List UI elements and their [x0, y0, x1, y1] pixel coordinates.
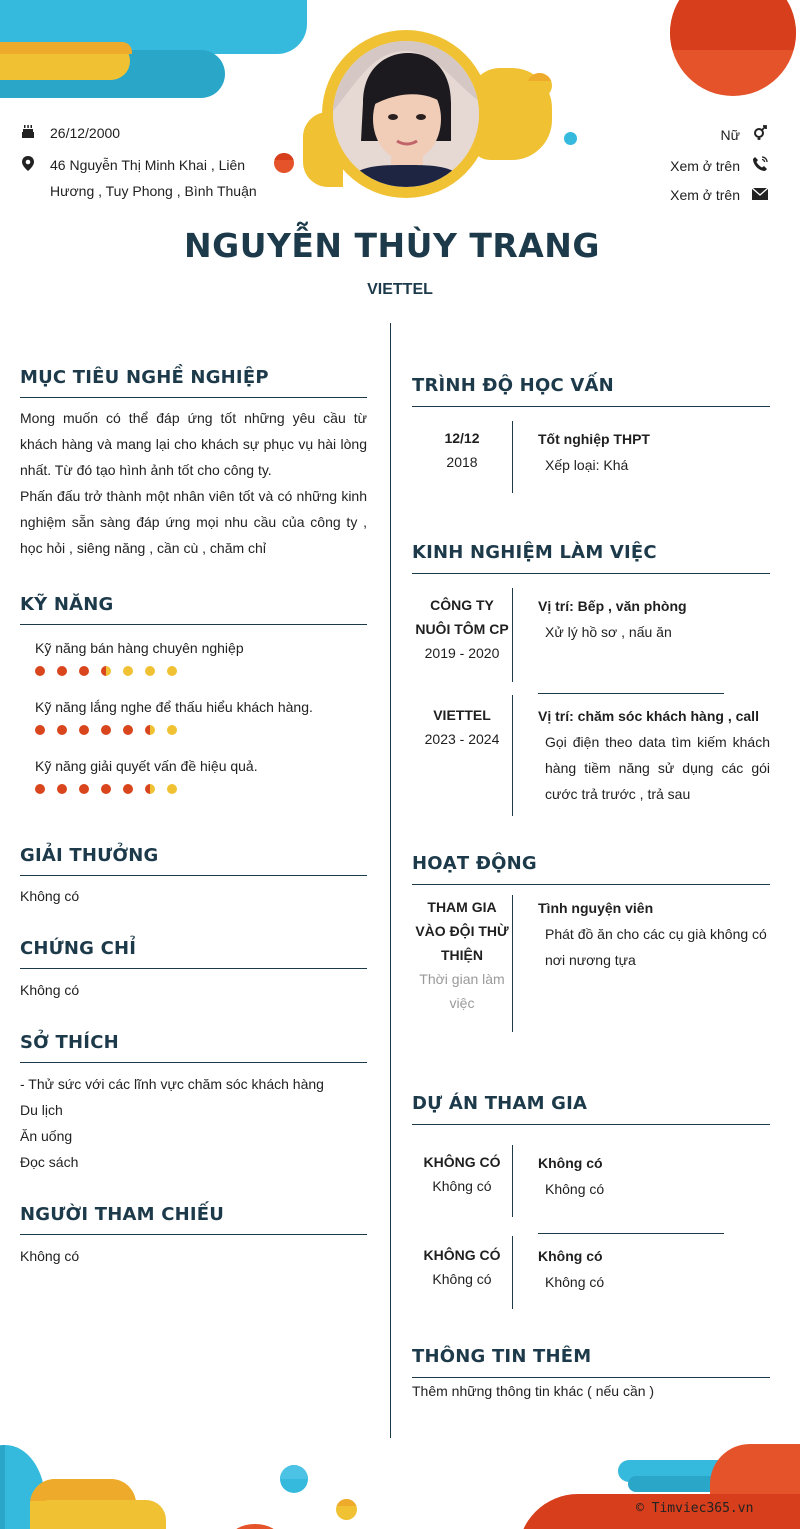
- skill-dot: [145, 784, 155, 794]
- activity-period: Thời gian làm: [419, 971, 505, 987]
- skill-dot: [35, 666, 45, 676]
- project-name: [412, 1243, 512, 1291]
- projects-title: DỰ ÁN THAM GIA: [412, 1093, 588, 1114]
- experience-org-line: NUÔI TÔM CP: [415, 621, 509, 637]
- gender-row: [721, 125, 768, 144]
- column-divider: [390, 323, 391, 1438]
- experience-period: 2019 - 2020: [424, 645, 500, 661]
- skill-dot: [145, 725, 155, 735]
- activity-org-line: THAM GIA: [427, 899, 497, 915]
- footer-blue-dot: [280, 1465, 308, 1493]
- skill-dot: [79, 784, 89, 794]
- experience-org: [412, 593, 512, 665]
- activity-timeline-line: [512, 895, 513, 1032]
- skill-dot: [167, 784, 177, 794]
- hobby-item: - Thử sức với các lĩnh vực chăm sóc khách hàng: [20, 1076, 324, 1092]
- phone-value[interactable]: Xem ở trên: [670, 157, 740, 174]
- candidate-name: NGUYỄN THÙY TRANG: [183, 226, 601, 265]
- project-name: [412, 1150, 512, 1198]
- objective-paragraph-2: Phấn đấu trở thành một nhân viên tốt và có những kinh nghiệm sẵn sàng đáp ứng mọi nhu cầu của công ty , học hỏi , siêng năng , cần cù , chăm chỉ: [20, 488, 367, 556]
- skill-label: Kỹ năng giải quyết vấn đề hiệu quả.: [35, 758, 258, 774]
- activity-period: việc: [449, 995, 475, 1011]
- hobby-item: Đọc sách: [20, 1154, 79, 1170]
- skill-dot: [123, 666, 133, 676]
- education-timeline-line: [512, 421, 513, 493]
- experience-underline: [412, 573, 770, 574]
- address-line-2: Hương , Tuy Phong , Bình Thuận: [50, 183, 257, 199]
- gender-icon: [752, 125, 768, 144]
- skill-dot: [57, 784, 67, 794]
- experience-org-line: VIETTEL: [433, 707, 491, 723]
- references-title: NGƯỜI THAM CHIẾU: [20, 1204, 225, 1225]
- blue-dot: [564, 132, 577, 145]
- education-detail: [538, 426, 770, 478]
- hobbies-underline: [20, 1062, 367, 1063]
- objective-title: MỤC TIÊU NGHỀ NGHIỆP: [20, 367, 269, 388]
- projects-underline: [412, 1124, 770, 1125]
- skill-rating: [35, 725, 177, 735]
- experience-period: 2023 - 2024: [424, 731, 500, 747]
- address-row: [20, 156, 257, 199]
- project-heading: Không có: [538, 1155, 603, 1171]
- project-period: Không có: [432, 1178, 492, 1194]
- awards-underline: [20, 875, 367, 876]
- experience-separator: [538, 693, 724, 694]
- objective-text: [20, 405, 367, 561]
- activity-detail: [538, 895, 770, 973]
- skill-dot: [101, 784, 111, 794]
- experience-org-line: CÔNG TY: [430, 597, 494, 613]
- project-heading: Không có: [538, 1248, 603, 1264]
- project-detail: [538, 1150, 770, 1202]
- education-date: [412, 426, 512, 474]
- certificates-title: CHỨNG CHỈ: [20, 938, 137, 959]
- project-separator: [538, 1233, 724, 1234]
- education-heading: Tốt nghiệp THPT: [538, 431, 650, 447]
- header-orange-stripe: [0, 42, 132, 54]
- birthday-value: 26/12/2000: [50, 125, 121, 141]
- skill-label: Kỹ năng lắng nghe để thấu hiểu khách hàng.: [35, 699, 313, 715]
- email-row: [670, 187, 768, 203]
- experience-detail-text: Xử lý hồ sơ , nấu ăn: [545, 624, 672, 640]
- project-detail: [538, 1243, 770, 1295]
- experience-heading: Vị trí: chăm sóc khách hàng , call: [538, 708, 759, 724]
- project-period: Không có: [432, 1271, 492, 1287]
- footer-yellow-dot: [336, 1499, 357, 1520]
- experience-org: [412, 703, 512, 751]
- skill-dot: [57, 725, 67, 735]
- cake-icon: [20, 125, 36, 142]
- activities-underline: [412, 884, 770, 885]
- skill-dot: [57, 666, 67, 676]
- education-underline: [412, 406, 770, 407]
- awards-title: GIẢI THƯỞNG: [20, 845, 159, 866]
- activity-org: [412, 895, 512, 1015]
- activity-org-line: THIỆN: [441, 947, 483, 963]
- project-detail-text: Không có: [545, 1274, 605, 1290]
- education-detail-text: Xếp loại: Khá: [545, 457, 629, 473]
- footer-yellow-blob-2: [30, 1500, 166, 1529]
- address-line-1: 46 Nguyễn Thị Minh Khai , Liên: [50, 157, 246, 173]
- project-name-text: KHÔNG CÓ: [423, 1154, 501, 1170]
- education-date-2: 2018: [446, 454, 478, 470]
- certificates-underline: [20, 968, 367, 969]
- footer-copyright: © Timviec365.vn: [636, 1501, 754, 1516]
- extra-text: Thêm những thông tin khác ( nếu cần ): [412, 1383, 655, 1399]
- certificates-text: Không có: [20, 982, 80, 998]
- birthday-row: [20, 125, 121, 142]
- footer-red-arc: [230, 1524, 280, 1529]
- experience-heading: Vị trí: Bếp , văn phòng: [538, 598, 687, 614]
- skill-dot: [167, 666, 177, 676]
- envelope-icon: [752, 187, 768, 203]
- skill-rating: [35, 784, 177, 794]
- skill-dot: [101, 725, 111, 735]
- hobbies-list: [20, 1071, 324, 1175]
- skill-dot: [35, 784, 45, 794]
- experience-title: KINH NGHIỆM LÀM VIỆC: [412, 542, 657, 563]
- phone-row: [670, 156, 768, 175]
- skill-label: Kỹ năng bán hàng chuyên nghiệp: [35, 640, 244, 656]
- skill-dot: [123, 725, 133, 735]
- skill-dot: [101, 666, 111, 676]
- candidate-company: VIETTEL: [367, 281, 433, 298]
- experience-timeline-line: [512, 695, 513, 816]
- experience-detail-text: Gọi điện theo data tìm kiếm khách hàng tiềm năng sử dụng các gói cước trả trước , trả sau: [545, 734, 770, 802]
- activity-heading: Tình nguyện viên: [538, 900, 654, 916]
- header-red-circle: [670, 0, 796, 96]
- references-text: Không có: [20, 1248, 80, 1264]
- awards-text: Không có: [20, 888, 80, 904]
- education-date-1: 12/12: [444, 430, 480, 446]
- skill-dot: [145, 666, 155, 676]
- skills-underline: [20, 624, 367, 625]
- red-dot: [274, 153, 294, 173]
- extra-title: THÔNG TIN THÊM: [412, 1346, 592, 1367]
- hobbies-title: SỞ THÍCH: [20, 1032, 119, 1053]
- map-pin-icon: [20, 156, 36, 175]
- references-underline: [20, 1234, 367, 1235]
- skill-rating: [35, 666, 177, 676]
- experience-detail: [538, 593, 770, 645]
- objective-paragraph-1: Mong muốn có thể đáp ứng tốt những yêu cầu từ khách hàng và mang lại cho khách sự phục vụ hài lòng nhất. Từ đó tạo hình ảnh tốt cho công ty.: [20, 410, 367, 478]
- project-name-text: KHÔNG CÓ: [423, 1247, 501, 1263]
- avatar: [333, 41, 479, 187]
- project-timeline-line: [512, 1145, 513, 1217]
- project-timeline-line: [512, 1236, 513, 1309]
- education-title: TRÌNH ĐỘ HỌC VẤN: [412, 375, 614, 396]
- project-detail-text: Không có: [545, 1181, 605, 1197]
- hobby-item: Du lịch: [20, 1102, 63, 1118]
- skills-title: KỸ NĂNG: [20, 594, 114, 615]
- experience-timeline-line: [512, 588, 513, 682]
- skill-dot: [123, 784, 133, 794]
- skill-dot: [35, 725, 45, 735]
- phone-icon: [752, 156, 768, 175]
- avatar-illustration: [333, 41, 479, 187]
- activities-title: HOẠT ĐỘNG: [412, 853, 537, 874]
- hobby-item: Ăn uống: [20, 1128, 73, 1144]
- activity-detail-text: Phát đồ ăn cho các cụ già không có nơi nương tựa: [545, 926, 767, 968]
- email-value[interactable]: Xem ở trên: [670, 187, 740, 203]
- skill-dot: [79, 666, 89, 676]
- objective-underline: [20, 397, 367, 398]
- experience-detail: [538, 703, 770, 807]
- yellow-dot: [527, 73, 552, 98]
- skill-dot: [167, 725, 177, 735]
- skill-dot: [79, 725, 89, 735]
- activity-org-line: VÀO ĐỘI THỪ: [415, 923, 509, 939]
- gender-value: Nữ: [720, 126, 740, 143]
